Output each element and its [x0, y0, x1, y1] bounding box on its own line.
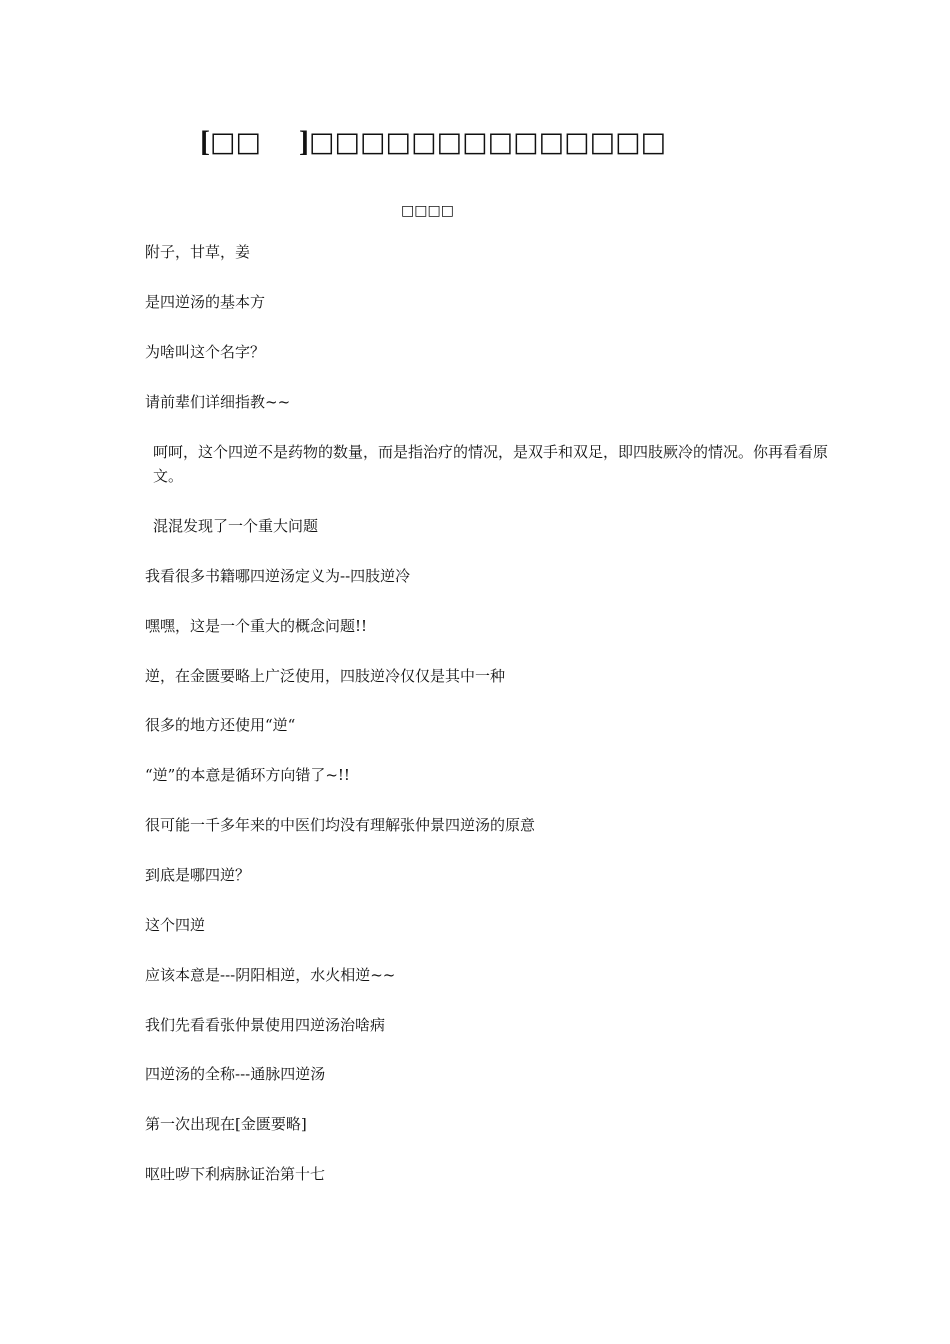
paragraph: 呵呵，这个四逆不是药物的数量，而是指治疗的情况，是双手和双足，即四肢厥冷的情况。你再看看原文。	[153, 443, 829, 485]
paragraph: 请前辈们详细指教~~	[145, 393, 291, 411]
paragraph: 第一次出现在[金匮要略]	[145, 1115, 307, 1133]
title-open-bracket: [	[200, 125, 210, 158]
page-title	[200, 124, 666, 161]
paragraph: 呕吐哕下利病脉证治第十七	[145, 1165, 326, 1183]
paragraph: 附子，甘草，姜	[145, 243, 251, 261]
title-text: □□□□□□□□□□□□□□	[309, 127, 667, 158]
paragraph: 四逆汤的全称---通脉四逆汤	[145, 1065, 326, 1083]
paragraph: 很多的地方还使用“逆“	[145, 716, 296, 734]
paragraph: 应该本意是---阴阳相逆，水火相逆~~	[145, 966, 396, 984]
paragraph: 这个四逆	[145, 916, 206, 934]
paragraph: 逆，在金匮要略上广泛使用，四肢逆冷仅仅是其中一种	[145, 667, 506, 685]
paragraph: 很可能一千多年来的中医们均没有理解张仲景四逆汤的原意	[145, 816, 536, 834]
paragraph: 到底是哪四逆？	[145, 866, 251, 884]
title-tag: □□	[210, 127, 262, 158]
title-close-bracket: ]	[299, 125, 310, 158]
paragraph: 混混发现了一个重大问题	[153, 517, 319, 535]
paragraph: 是四逆汤的基本方	[145, 293, 266, 311]
paragraph: 我们先看看张仲景使用四逆汤治啥病	[145, 1016, 386, 1034]
paragraph: 我看很多书籍哪四逆汤定义为--四肢逆冷	[145, 567, 411, 585]
paragraph: 嘿嘿，这是一个重大的概念问题!!	[145, 617, 368, 635]
paragraph: “逆”的本意是循环方向错了~!!	[145, 766, 350, 784]
paragraph: 为啥叫这个名字？	[145, 343, 266, 361]
subtitle: □□□□	[401, 203, 454, 219]
